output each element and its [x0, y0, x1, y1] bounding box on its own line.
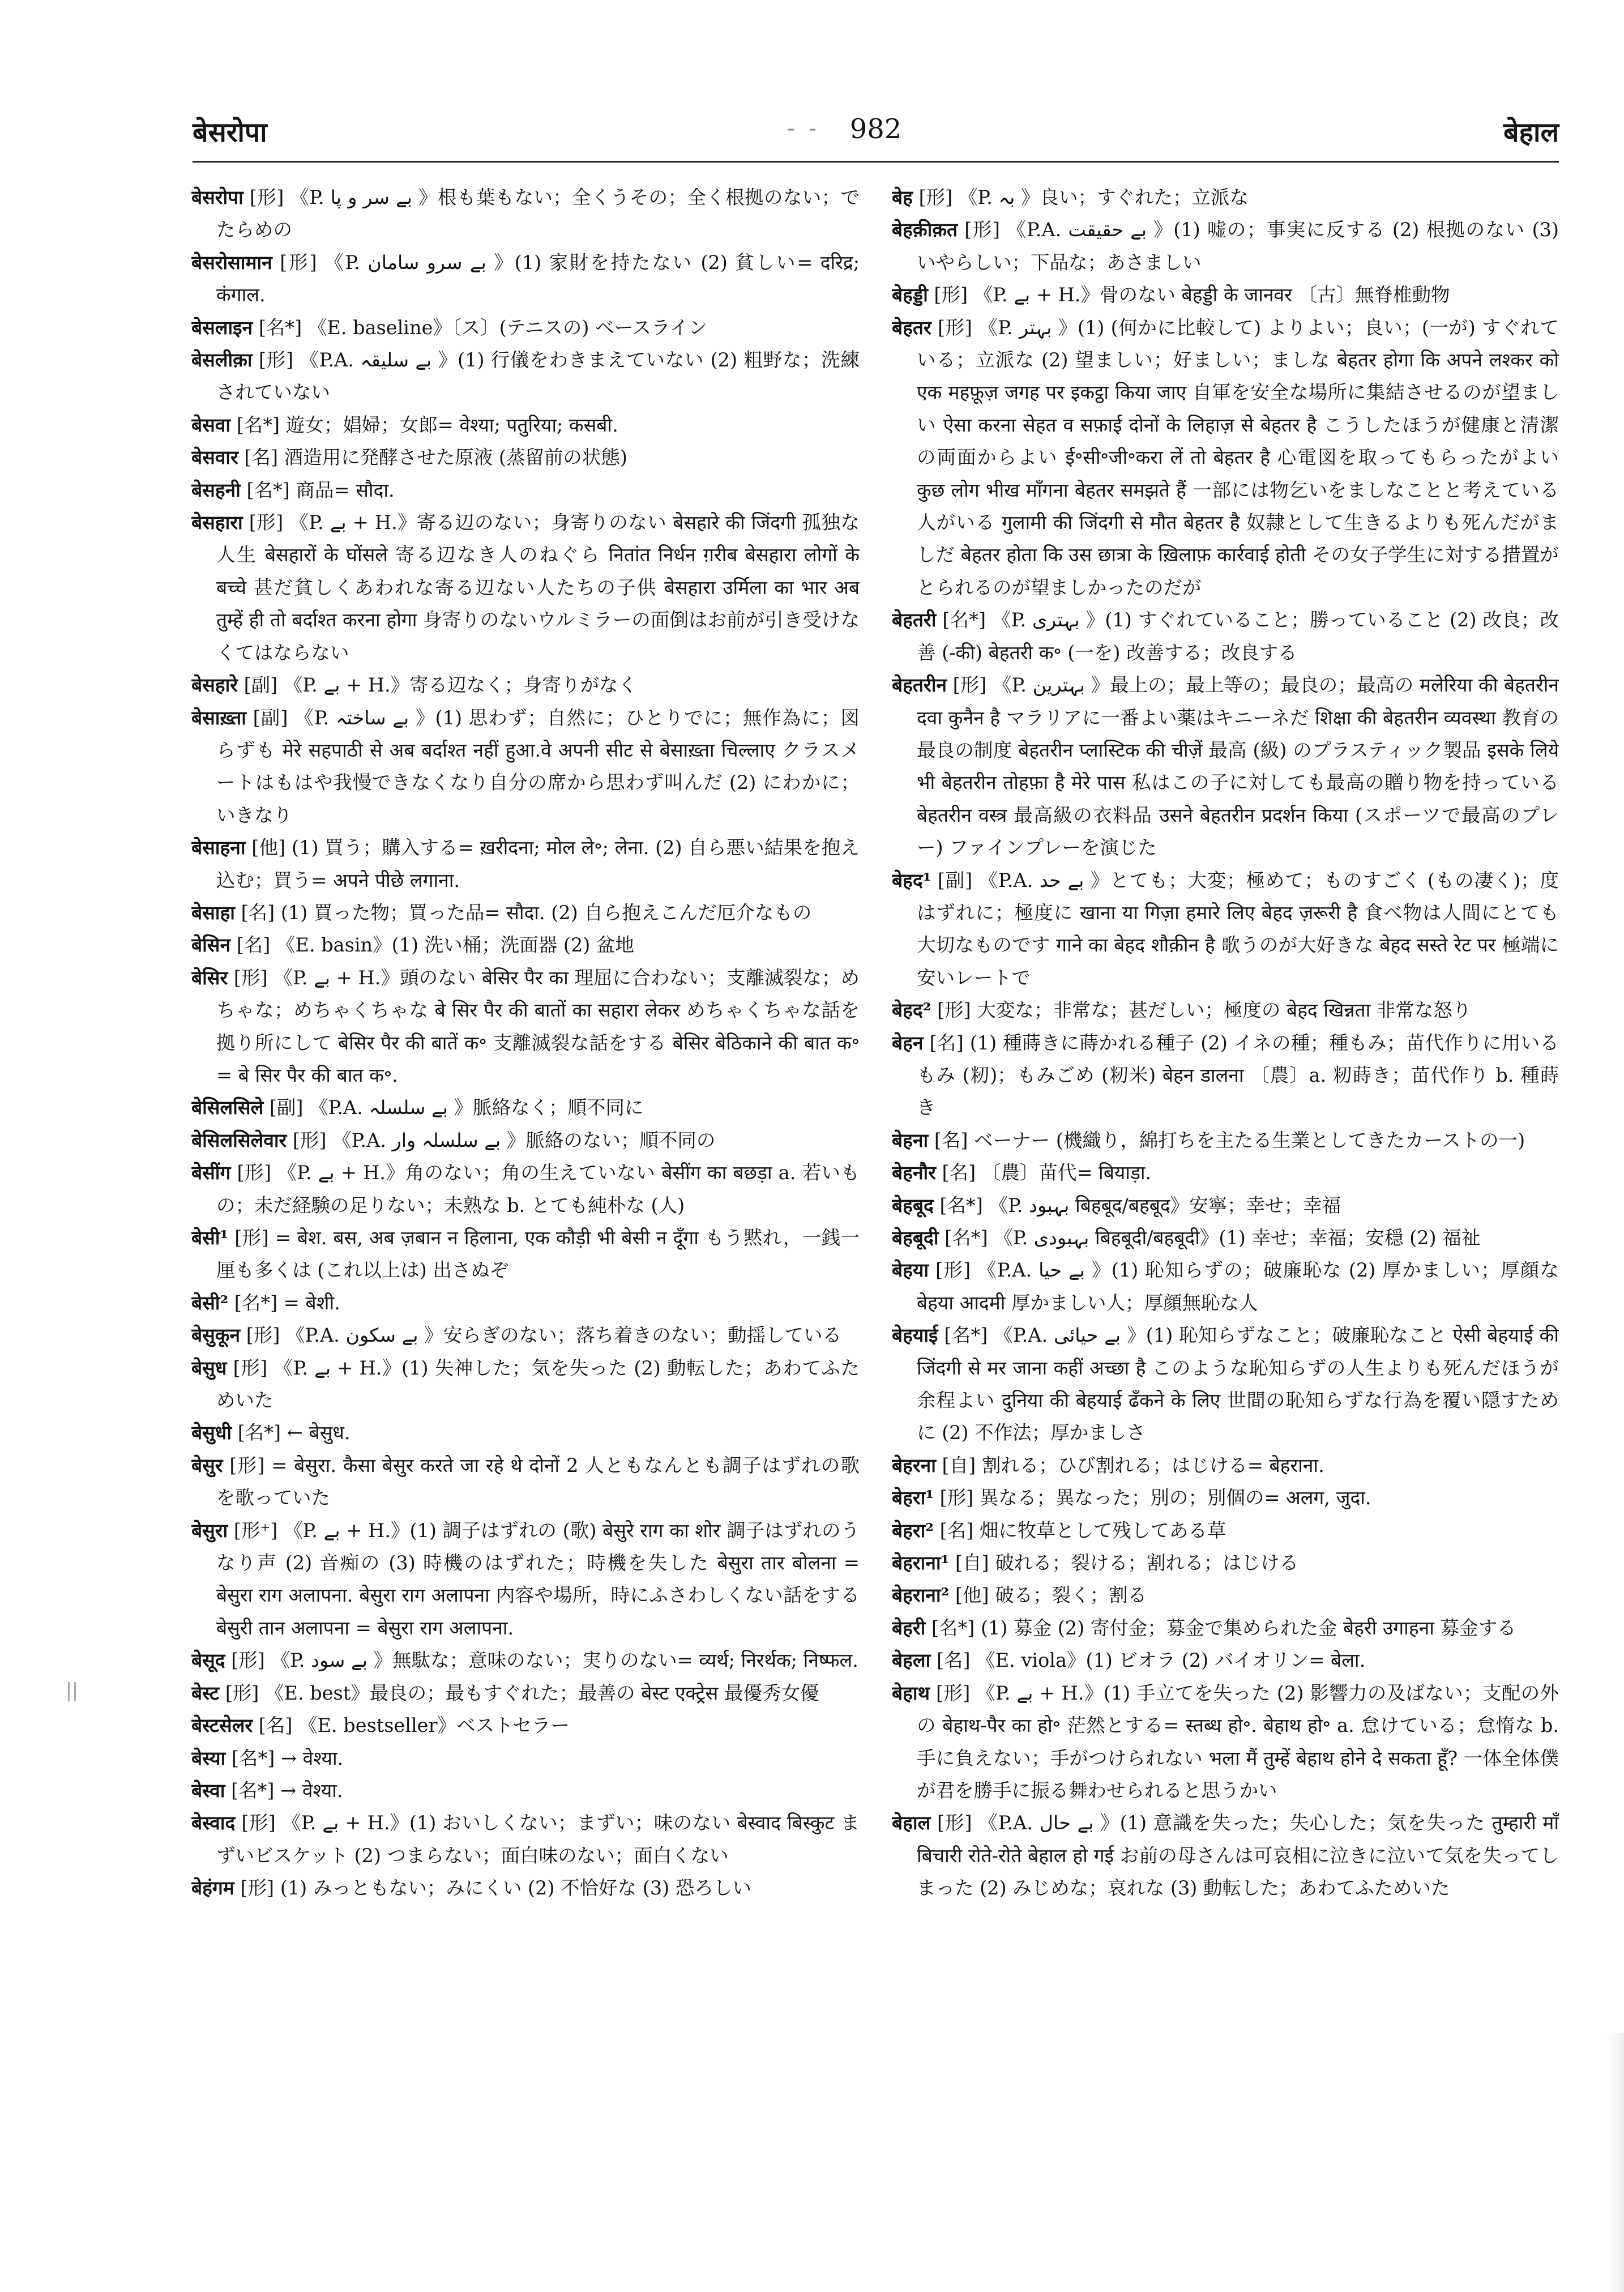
dictionary-entry — [191, 929, 860, 961]
dictionary-entry — [191, 1222, 860, 1287]
headword: बेहया — [892, 1259, 929, 1282]
headword: बेहला — [892, 1649, 931, 1672]
entry-definition: [名*] (1) 募金 (2) 寄付金；募金で集められた金 बेहरी उगाहना 募金する — [925, 1616, 1516, 1639]
headword: बेसी¹ — [191, 1227, 229, 1249]
entry-definition: [名] 《E. viola》(1) ビオラ (2) バイオリン= बेला. — [930, 1649, 1366, 1672]
entry-definition: [形] 《P. بہ 》良い；すぐれた；立派な — [912, 186, 1249, 208]
dictionary-entry — [892, 1222, 1559, 1254]
entry-definition: [形] 《P. بے + H.》骨のない बेहड्डी के जानवर 〔古〕無脊椎動物 — [928, 284, 1450, 306]
headword: बेसाहना — [191, 836, 246, 859]
dictionary-entry — [191, 506, 860, 669]
dictionary-entry — [191, 831, 860, 897]
headword: बेस्वाद — [191, 1812, 236, 1834]
entry-definition: [形] 《P. بے + H.》角のない；角の生えていない बेसींग का बछड़ा a. 若いもの；未だ経験の足りない；未熟な b. とても純朴な (人) — [216, 1162, 860, 1217]
dictionary-entry — [191, 344, 860, 409]
entry-definition: [名] 酒造用に発酵させた原液 (蒸留前の状態) — [238, 446, 628, 469]
left-column — [191, 181, 860, 2237]
entry-definition: [形⁺] 《P. بے + H.》(1) 調子はずれの (歌) बेसुरे राग का शोर 調子はずれのうなり声 (2) 音痴の (3) 時機のはずれた；時機を失した बेसुरा तार बोलना = बेसुरा राग अलापना. बेसुरा राग अलापना 内容や場所，時にふさわしくない話をする बेसुरी तान अलापना = बेसुरा राग अलापना. — [216, 1519, 860, 1639]
entry-definition: [形] (1) みっともない；みにくい (2) 不恰好な (3) 恐ろしい — [234, 1877, 751, 1900]
dictionary-entry — [892, 1612, 1559, 1644]
dictionary-entry — [191, 1514, 860, 1645]
dictionary-entry — [892, 1254, 1559, 1319]
headword: बेस्ट — [191, 1681, 220, 1704]
headword: बेहराना² — [892, 1584, 950, 1607]
left-guide-word: बेसरोपा — [193, 117, 267, 148]
headword: बेहरा² — [892, 1519, 934, 1542]
headword: बेसाहा — [191, 901, 235, 924]
headword: बेहना — [892, 1129, 929, 1151]
headword: बेस्वा — [191, 1779, 225, 1802]
dictionary-entry — [191, 1774, 860, 1807]
header-rule — [193, 161, 1559, 163]
entry-definition: [他] (1) 買う；購入する= ख़रीदना; मोल ले॰; लेना. (2) 自ら悪い結果を抱え込む；買う= अपने पीछे लगाना. — [216, 836, 860, 891]
headword: बेस्या — [191, 1747, 226, 1769]
entry-definition: [名*] 《P. بہبود बिहबूद/बहबूद》安寧；幸せ；幸福 — [933, 1194, 1341, 1217]
dictionary-entry — [892, 669, 1559, 864]
entry-definition: [自] 割れる；ひび割れる；はじける= बेहराना. — [935, 1454, 1324, 1476]
dictionary-entry — [191, 1677, 860, 1709]
dictionary-entry — [892, 994, 1559, 1026]
headword: बेसूद — [191, 1649, 225, 1672]
dictionary-entry — [191, 897, 860, 929]
headword: बेहड्डी — [892, 284, 928, 306]
dictionary-entry — [892, 1644, 1559, 1676]
entry-definition: [名] ベーナー (機織り，綿打ちを主たる生業としてきたカーストの一) — [928, 1129, 1525, 1151]
page-number: 982 — [849, 113, 902, 145]
margin-scan-mark — [68, 1682, 85, 1705]
dictionary-entry — [191, 1872, 860, 1904]
entry-definition: [形] 《P. بے + H.》頭のない बेसिर पैर का 理屈に合わない；支離滅裂な；めちゃな；めちゃくちゃな बे सिर पैर की बातों का सहारा लेकर めちゃくちゃな話を拠り所にして बेसिर पैर की बातें क॰ 支離滅裂な話をする बेसिर बेठिकाने की बात क॰ = बे सिर पैर की बात क॰. — [216, 966, 860, 1086]
headword: बेसी² — [191, 1291, 229, 1314]
headword: बेसाख़्ता — [191, 706, 246, 729]
dictionary-entry — [191, 1709, 860, 1742]
entry-definition: [名*] 《P. بہبودی बिहबूदी/बहबूदी》(1) 幸せ；幸福；安穏 (2) 福祉 — [938, 1227, 1481, 1249]
dictionary-entry — [191, 441, 860, 473]
headword: बेसलीक़ा — [191, 349, 253, 372]
dictionary-entry — [191, 1807, 860, 1872]
dictionary-entry — [191, 409, 860, 441]
dictionary-entry — [892, 1124, 1559, 1156]
headword: बेसींग — [191, 1162, 231, 1184]
dictionary-entry — [191, 1416, 860, 1449]
headword: बेसिलसिलेवार — [191, 1129, 287, 1151]
dictionary-entry — [892, 1449, 1559, 1482]
entry-definition: [副] 《P.A. بے سلسلہ 》脈絡なく；順不同に — [263, 1096, 644, 1119]
headword: बेहनौर — [892, 1162, 936, 1184]
headword: बेहक़ीक़त — [892, 219, 958, 241]
entry-definition: [名] (1) 買った物；買った品= सौदा. (2) 自ら抱えこんだ厄介なもの — [234, 901, 812, 924]
entry-definition: [形] 《P.A. بے سلیقہ 》(1) 行儀をわきまえていない (2) 粗野な；洗練されていない — [216, 349, 860, 404]
headword: बेसिलसिले — [191, 1096, 264, 1119]
entry-definition: [形] 《P.A. بے حال 》(1) 意識を失った；失心した；気を失った तुम्हारी माँ बिचारी रोते-रोते बेहाल हो गई お前の母さんは可哀相に泣きに泣いて気を失ってしまった (2) みじめな；哀れな (3) 動転した；あわてふためいた — [917, 1812, 1559, 1900]
entry-definition: [副] 《P.A. بے حد 》とても；大変；極めて；ものすごく (もの凄く)；度はずれに；極度に खाना या गिज़ा हमारे लिए बेहद ज़रूरी है 食べ物は人間にとても大切なものです गाने का बेहद शौक़ीन है 歌うのが大好きな बेहद सस्ते रेट पर 極端に安いレートで — [917, 869, 1559, 989]
headword: बेहतरी — [892, 609, 937, 631]
dictionary-entry — [892, 279, 1559, 311]
dictionary-entry — [191, 1091, 860, 1124]
headword: बेहरा¹ — [892, 1487, 934, 1509]
headword: बेसरोपा — [191, 186, 243, 208]
dictionary-entry — [191, 311, 860, 344]
dictionary-entry — [892, 1579, 1559, 1611]
dictionary-entry — [892, 1027, 1559, 1124]
dictionary-entry — [191, 474, 860, 506]
dictionary-entry — [892, 604, 1559, 669]
headword: बेसवार — [191, 446, 238, 469]
dictionary-entry — [191, 181, 860, 246]
entry-definition: [形] 異なる；異なった；別の；別個の= अलग, जुदा. — [933, 1487, 1371, 1509]
entry-definition: [名*] 《E. baseline》〔ス〕(テニスの) ベースライン — [253, 316, 708, 339]
dash-mark: - - — [787, 116, 820, 142]
headword: बेसलाइन — [191, 316, 253, 339]
dictionary-entry — [191, 962, 860, 1092]
headword: बेहरना — [892, 1454, 936, 1476]
headword: बेहंगम — [191, 1877, 234, 1900]
scan-edge-shadow — [1607, 2033, 1624, 2292]
entry-definition: [形] 《P. بے + H.》(1) 失神した；気を失った (2) 動転した；あわてふためいた — [216, 1356, 860, 1412]
entry-definition: [名*] 商品= सौदा. — [240, 479, 395, 501]
dictionary-entry — [892, 181, 1559, 214]
headword: बेह — [892, 186, 913, 208]
entry-definition: [名*] 《P.A. بے حیائی 》(1) 恥知らずなこと；破廉恥なこと ऐसी बेहयाई की जिंदगी से मर जाना कहीं अच्छा है このような恥知らずの人生よりも死んだほうが余程よい दुनिया की बेहयाई ढँकने के लिए 世間の恥知らずな行為を覆い隠すために (2) 不作法；厚かましさ — [917, 1324, 1559, 1444]
entry-definition: [形] 《P.A. بے حقیقت 》(1) 嘘の；事実に反する (2) 根拠のない (3) いやらしい；下品な；あさましい — [917, 219, 1559, 274]
headword: बेस्टसेलर — [191, 1714, 253, 1737]
entry-definition: [形] 大変な；非常な；甚だしい；極度の बेहद खिन्नता 非常な怒り — [931, 999, 1472, 1022]
dictionary-entry — [191, 246, 860, 311]
entry-definition: [形] 《P. بے + H.》(1) おいしくない；まずい；味のない बेस्वाद बिस्कुट まずいビスケット (2) つまらない；面白味のない；面白くない — [216, 1812, 860, 1867]
headword: बेहबूद — [892, 1194, 934, 1217]
headword: बेसुकून — [191, 1324, 241, 1347]
right-column — [892, 181, 1559, 2237]
entry-definition: [形] 《P. بے سرو سامان 》(1) 家財を持たない (2) 貧しい= दरिद्र; कंगाल. — [216, 251, 860, 306]
headword: बेहाल — [892, 1812, 931, 1834]
headword: बेसिर — [191, 966, 228, 989]
entry-definition: [副] 《P. بے + H.》寄る辺なく；身寄りがなく — [237, 674, 638, 697]
entry-definition: [名*] = बेशी. — [228, 1291, 340, 1314]
entry-definition: [形] 《P. بہترین 》最上の；最上等の；最良の；最高の मलेरिया की बेहतरीन दवा कुनैन है マラリアに一番よい薬はキニーネだ शिक्षा की बेहतरीन व्यवस्था 教育の最良の制度 बेहतरीन प्लास्टिक की चीज़ें 最高 (級) のプラスティック製品 इसके लिये भी बेहतरीन तोहफ़ा है मेरे पास 私はこの子に対しても最高の贈り物を持っている बेहतरीन वस्त्र 最高級の衣料品 उसने बेहतरीन प्रदर्शन किया (スポーツで最高のプレー) ファインプレーを演じた — [917, 674, 1559, 859]
entry-definition: [名*] 《P. بہتری 》(1) すぐれていること；勝っていること (2) 改良；改善 (-की) बेहतरी क॰ (一を) 改善する；改良する — [917, 609, 1559, 664]
entry-definition: [形] 《E. best》最良の；最もすぐれた；最善の बेस्ट एक्ट्रेस 最優秀女優 — [219, 1681, 819, 1704]
dictionary-entry — [191, 1449, 860, 1514]
headword: बेसुरा — [191, 1519, 228, 1542]
entry-definition: [形] = बेसुरा. कैसा बेसुर करते जा रहे थे दोनों 2 人ともなんとも調子はずれの歌を歌っていた — [216, 1454, 860, 1509]
entry-definition: [副] 《P. بے ساختہ 》(1) 思わず；自然に；ひとりでに；無作為に；図らずも मेरे सहपाठी से अब बर्दाश्त नहीं हुआ.वे अपनी सीट से बेसाख़्ता चिल्लाए クラスメートはもはや我慢できなくなり自分の席から思わず叫んだ (2) にわかに；いきなり — [216, 706, 860, 826]
headword: बेसहनी — [191, 479, 241, 501]
headword: बेसुधी — [191, 1422, 232, 1444]
headword: बेहतर — [892, 316, 931, 339]
entry-definition: [形] 《P. بے + H.》寄る辺のない；身寄りのない बेसहारे की जिंदगी 孤独な人生 बेसहारों के घोंसले 寄る辺なき人のねぐら नितांत निर्धन ग़रीब बेसहारा लोगों के बच्चे 甚だ貧しくあわれな寄る辺ない人たちの子供 बेसहारा उर्मिला का भार अब तुम्हें ही तो बर्दाश्त करना होगा 身寄りのないウルミラーの面倒はお前が引き受けなくてはならない — [216, 511, 860, 664]
entry-definition: [形] 《P. بے + H.》(1) 手立てを失った (2) 影響力の及ばない；支配の外の बेहाथ-पैर का हो॰ 茫然とする= स्तब्ध हो॰. बेहाथ हो॰ a. 怠けている；怠惰な b. 手に負えない；手がつけられない भला मैं तुम्हें बेहाथ होने दे सकता हूँ? 一体全体僕が君を勝手に振る舞わせられると思うかい — [917, 1681, 1559, 1802]
entry-definition: [形] = बेश. बस, अब ज़बान न हिलाना, एक कौड़ी भी बेसी न दूँगा もう黙れ，一銭一厘も多くは (これ以上は) 出さぬぞ — [216, 1227, 860, 1282]
headword: बेहरी — [892, 1616, 926, 1639]
headword: बेसिन — [191, 934, 231, 957]
dictionary-entry — [892, 214, 1559, 279]
dictionary-entry — [191, 1287, 860, 1319]
entry-definition: [他] 破る；裂く；割る — [949, 1584, 1147, 1607]
entry-definition: [形] 《P.A. بے حیا 》(1) 恥知らずの；破廉恥な (2) 厚かましい；厚顔な बेहया आदमी 厚かましい人；厚顔無恥な人 — [917, 1259, 1559, 1314]
dictionary-entry — [191, 1124, 860, 1156]
entry-definition: [形] 《P. بے سود 》無駄な；意味のない；実りのない= व्यर्थ; निरर्थक; निष्फल. — [225, 1649, 858, 1672]
headword: बेहबूदी — [892, 1227, 939, 1249]
headword: बेसुर — [191, 1454, 223, 1476]
entry-definition: [形] 《P.A. بے سکون 》安らぎのない；落ち着きのない；動揺している — [240, 1324, 842, 1347]
entry-definition: [名*] → वेश्या. — [225, 1747, 344, 1769]
entry-definition: [名] 《E. basin》(1) 洗い桶；洗面器 (2) 盆地 — [230, 934, 634, 957]
entry-definition: [名] 《E. bestseller》ベストセラー — [253, 1714, 570, 1737]
entry-definition: [形] 《P.A. بے سلسلہ وار 》脈絡のない；順不同の — [287, 1129, 716, 1151]
dictionary-entry — [892, 311, 1559, 604]
headword: बेसुध — [191, 1356, 227, 1379]
dictionary-entry — [892, 1319, 1559, 1449]
headword: बेहन — [892, 1031, 924, 1054]
dictionary-entry — [191, 1156, 860, 1222]
page-header — [193, 113, 1559, 164]
dictionary-entry — [191, 1352, 860, 1417]
dictionary-entry — [892, 1156, 1559, 1189]
right-guide-word: बेहाल — [1503, 117, 1559, 148]
headword: बेहयाई — [892, 1324, 938, 1347]
headword: बेहराना¹ — [892, 1552, 950, 1574]
entry-definition: [名] 〔農〕苗代= बियाड़ा. — [935, 1162, 1152, 1184]
dictionary-entry — [191, 1742, 860, 1774]
headword: बेहाथ — [892, 1681, 930, 1704]
entry-definition: [形] 《P. بے سر و پا 》根も葉もない；全くうその；全く根拠のない；でたらめの — [216, 186, 860, 241]
entry-definition: [自] 破れる；裂ける；割れる；はじける — [949, 1552, 1299, 1574]
dictionary-entry — [892, 1807, 1559, 1904]
dictionary-entry — [191, 702, 860, 832]
headword: बेसहारा — [191, 511, 243, 534]
entry-definition: [名] (1) 種蒔きに蒔かれる種子 (2) イネの種；種もみ；苗代作りに用いるもみ (籾)；もみごめ (籾米) बेहन डालना 〔農〕a. 籾蒔き；苗代作り b. 種蒔き — [917, 1031, 1559, 1119]
entry-definition: [形] 《P. بہتر 》(1) (何かに比較して) よりよい；良い；(一が) すぐれている；立派な (2) 望ましい；好ましい；ましな बेहतर होगा कि अपने लश्कर को एक महफ़ूज़ जगह पर इकट्ठा किया जाए 自軍を安全な場所に集結させるのが望ましい ऐसा करना सेहत व सफ़ाई दोनों के लिहाज़ से बेहतर है こうしたほうが健康と清潔の両面からよい ई॰सी॰जी॰करा लें तो बेहतर है 心電図を取ってもらったがよい कुछ लोग भीख माँगना बेहतर समझते हैं 一部には物乞いをましなことと考えている人がいる गुलामी की जिंदगी से मौत बेहतर है 奴隷として生きるよりも死んだがましだ बेहतर होता कि उस छात्रा के ख़िलाफ़ कार्रवाई होती その女子学生に対する措置がとられるのが望ましかったのだが — [917, 316, 1559, 599]
dictionary-entry — [191, 1644, 860, 1676]
headword: बेसवा — [191, 413, 231, 436]
entry-definition: [名] 畑に牧草として残してある草 — [933, 1519, 1226, 1542]
entry-definition: [名*] → वेश्या. — [225, 1779, 343, 1802]
headword: बेहद² — [892, 999, 931, 1022]
dictionary-entry — [892, 1189, 1559, 1222]
headword: बेसहारे — [191, 674, 238, 697]
dictionary-entry — [191, 669, 860, 701]
headword: बेहतरीन — [892, 674, 947, 697]
dictionary-entry — [892, 864, 1559, 995]
dictionary-entry — [892, 1677, 1559, 1807]
dictionary-entry — [892, 1547, 1559, 1579]
headword: बेहद¹ — [892, 869, 931, 891]
entry-definition: [名*] 遊女；娼婦；女郎= वेश्या; पतुरिया; कसबी. — [230, 413, 618, 436]
dictionary-entry — [892, 1514, 1559, 1547]
dictionary-entry — [191, 1319, 860, 1351]
headword: बेसरोसामान — [191, 251, 272, 274]
dictionary-entry — [892, 1482, 1559, 1514]
entry-definition: [名*] ← बेसुध. — [232, 1422, 351, 1444]
